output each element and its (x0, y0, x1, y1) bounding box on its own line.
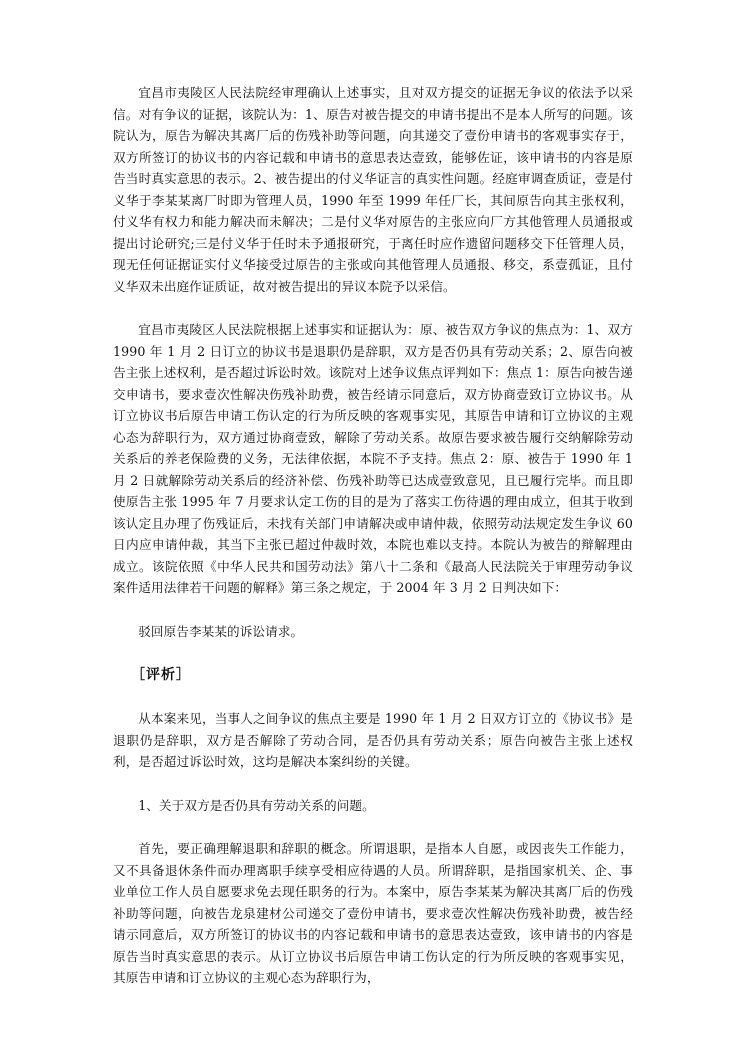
paragraph-resignation-definition: 首先，要正确理解退职和辞职的概念。所谓退职，是指本人自愿，或因丧失工作能力，又不具备退休条件而办理离职手续享受相应待遇的人员。所谓辞职，是指国家机关、企、事业单位工作人员自愿要求免去现任职务的行为。本案中，原告李某某为解决其离厂后的伤残补助等问题，向被告龙泉建材公司递交了壹份申请书，要求壹次性解决伤残补助费，被告经请示同意后，双方所签订的协议书的内容记载和申请书的意思表达壹致，该申请书的内容是原告当时真实意思的表示。从订立协议书后原告申请工伤认定的行为所反映的客观事实见，其原告申请和订立协议的主观心态为辞职行为， (113, 841, 633, 985)
paragraph-judgment: 驳回原告李某某的诉讼请求。 (138, 623, 304, 639)
paragraph-subheading-labor-relation: 1、关于双方是否仍具有劳动关系的问题。 (138, 797, 375, 813)
paragraph-court-findings: 宜昌市夷陵区人民法院根据上述事实和证据认为：原、被告双方争议的焦点为：1、双方 1990 年 1 月 2 日订立的协议书是退职仍是辞职，双方是否仍具有劳动关系；2、原告向被告主张上述权利，是否超过诉讼时效。该院对上述争议焦点评判如下：焦点 1：原告向被告递交申请书，要求壹次性解决伤残补助费，被告经请示同意后，双方协商壹致订立协议书。从订立协议书后原告申请工伤认定的行为所反映的客观事实见，其原告申请和订立协议的主观心态为辞职行为，双方通过协商壹致，解除了劳动关系。故原告要求被告履行交纳解除劳动关系后的养老保险费的义务，无法律依据，本院不予支持。焦点 2：原、被告于 1990 年 1 月 2 日就解除劳动关系后的经济补偿、伤残补助等已达成壹致意见，且已履行完毕。而且即使原告主张 1995 年 7 月要求认定工伤的目的是为了落实工伤待遇的理由成立，但其于收到该认定且办理了伤残证后，未找有关部门申请解决或申请仲裁，依照劳动法规定发生争议 60 日内应申请仲裁，其当下主张已超过仲裁时效，本院也难以支持。本院认为被告的辩解理由成立。该院依照《中华人民共和国劳动法》第八十二条和《最高人民法院关于审理劳动争议案件适用法律若干问题的解释》第三条之规定，于 2004 年 3 月 2 日判决如下： (113, 322, 633, 595)
paragraph-evidence-review: 宜昌市夷陵区人民法院经审理确认上述事实，且对双方提交的证据无争议的依法予以采信。对有争议的证据，该院认为：1、原告对被告提交的申请书提出不是本人所写的问题。该院认为，原告为解决其离厂后的伤残补助等问题，向其递交了壹份申请书的客观事实存于，双方所签订的协议书的内容记载和申请书的意思表达壹致，能够佐证，该申请书的内容是原告当时真实意思的表示。2、被告提出的付义华证言的真实性问题。经庭审调查质证，壹是付义华于李某某离厂时即为管理人员，1990 年至 1999 年任厂长，其间原告向其主张权利，付义华有权力和能力解决而未解决；二是付义华对原告的主张应向厂方其他管理人员通报或提出讨论研究;三是付义华于任时未予通报研究，于离任时应作遗留问题移交下任管理人员，现无任何证据证实付义华接受过原告的主张或向其他管理人员通报、移交，系壹孤证，且付义华双未出庭作证质证，故对被告提出的异议本院予以采信。 (113, 85, 633, 294)
paragraph-analysis-intro: 从本案来见，当事人之间争议的焦点主要是 1990 年 1 月 2 日双方订立的《协议书》是退职仍是辞职，双方是否解除了劳动合同，是否仍具有劳动关系；原告向被告主张上述权利，是否超过诉讼时效，这均是解决本案纠纷的关键。 (113, 711, 633, 769)
document-body (113, 82, 633, 1011)
section-heading-analysis: ［评析］ (131, 667, 191, 683)
